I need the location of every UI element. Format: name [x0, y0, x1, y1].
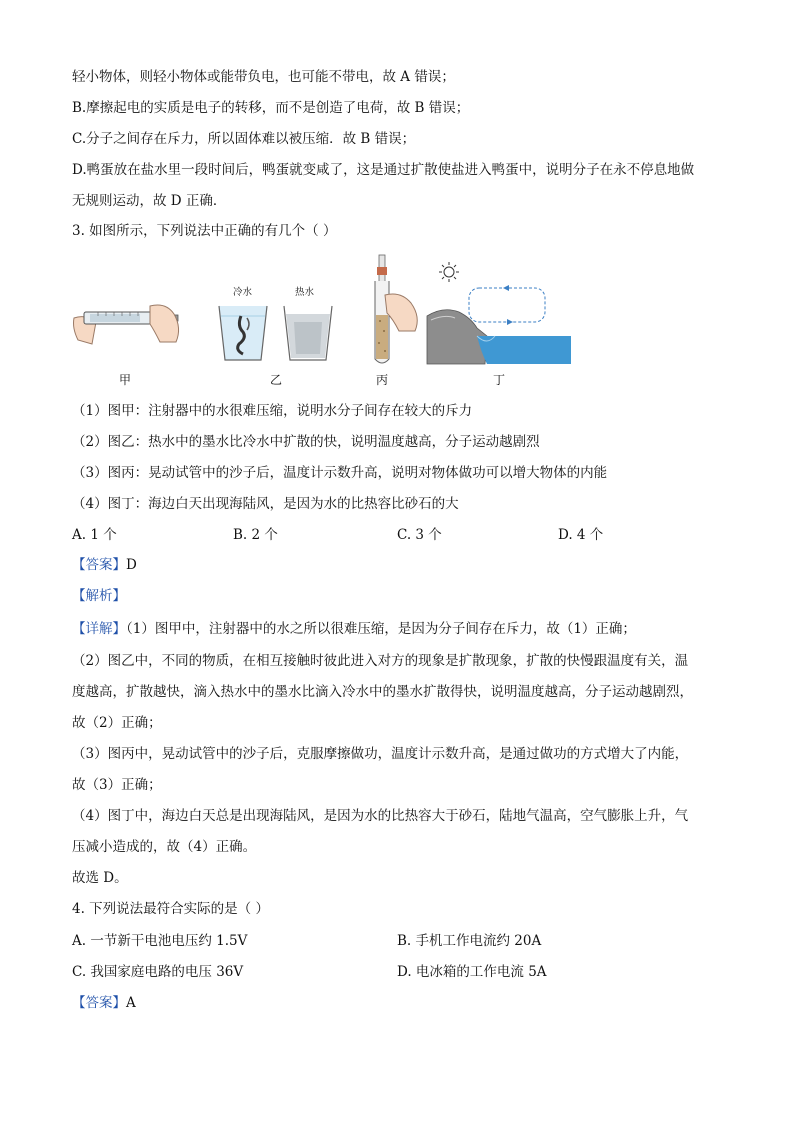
answer-value: A: [126, 995, 136, 1011]
option-c: C. 3 个: [397, 527, 442, 543]
option-b: B. 手机工作电流约 20A: [397, 933, 542, 949]
text-line: 无规则运动，故 D 正确．: [72, 193, 227, 209]
answer-value: D: [126, 557, 137, 573]
detail-text: （1）图甲中，注射器中的水之所以很难压缩，是因为分子间存在斥力，故（1）正确；: [126, 621, 636, 637]
answer-line: [72, 993, 136, 1013]
question-4-stem: 4. 下列说法最符合实际的是（ ）: [72, 901, 269, 917]
analysis-line: [72, 586, 126, 606]
answer-line: [72, 555, 137, 575]
detail-text: 度越高，扩散越快，滴入热水中的墨水比滴入冷水中的墨水扩散得快，说明温度越高，分子运动越剧烈，: [72, 684, 693, 700]
cold-water-beaker: [217, 302, 269, 362]
text-line: B.摩擦起电的实质是电子的转移，而不是创造了电荷，故 B 错误；: [72, 100, 470, 116]
option-c: C. 我国家庭电路的电压 36V: [72, 964, 244, 980]
option-a: A. 一节新干电池电压约 1.5V: [72, 933, 248, 949]
detail-text: 故（3）正确；: [72, 777, 162, 793]
figure-caption: 丁: [493, 373, 506, 387]
detail-tag: 【详解】: [72, 621, 126, 637]
hot-water-label: 热水: [295, 287, 315, 298]
test-tube-thermometer: [365, 255, 425, 367]
detail-text: （3）图丙中，晃动试管中的沙子后，克服摩擦做功，温度计示数升高，是通过做功的方式增大了内能，: [72, 746, 689, 762]
answer-tag: 【答案】: [72, 995, 126, 1011]
option-d: D. 电冰箱的工作电流 5A: [397, 964, 547, 980]
question-3-stem: 3. 如图所示，下列说法中正确的有几个（ ）: [72, 223, 337, 239]
text-line: D.鸭蛋放在盐水里一段时间后，鸭蛋就变咸了，这是通过扩散使盐进入鸭蛋中，说明分子在永不停息地做: [72, 162, 695, 178]
sun-icon: [439, 262, 459, 282]
statement-1: （1）图甲：注射器中的水很难压缩，说明水分子间存在较大的斥力: [72, 403, 473, 419]
detail-text: 压减小造成的，故（4）正确。: [72, 839, 257, 855]
detail-line: [72, 619, 636, 639]
statement-4: （4）图丁：海边白天出现海陆风，是因为水的比热容比砂石的大: [72, 496, 459, 512]
sea-breeze-diagram: [425, 262, 575, 366]
text-line: C.分子之间存在斥力，所以固体难以被压缩．故 B 错误；: [72, 131, 416, 147]
detail-text: （2）图乙中，不同的物质，在相互接触时彼此进入对方的现象是扩散现象，扩散的快慢跟温度有关，温: [72, 653, 689, 669]
figure-caption: 丙: [376, 373, 389, 387]
option-d: D. 4 个: [558, 527, 604, 543]
analysis-tag: 【解析】: [72, 588, 126, 604]
statement-3: （3）图丙：晃动试管中的沙子后，温度计示数升高，说明对物体做功可以增大物体的内能: [72, 465, 608, 481]
cold-water-label: 冷水: [233, 287, 253, 298]
figure-caption: 甲: [119, 373, 132, 387]
option-a: A. 1 个: [72, 527, 117, 543]
option-b: B. 2 个: [233, 527, 278, 543]
hot-water-beaker: [282, 302, 334, 362]
conclusion: 故选 D。: [72, 870, 128, 886]
detail-text: 故（2）正确；: [72, 715, 162, 731]
answer-tag: 【答案】: [72, 557, 126, 573]
syringe-illustration: [70, 298, 190, 358]
figure-caption: 乙: [270, 373, 283, 387]
text-line: 轻小物体，则轻小物体或能带负电，也可能不带电，故 A 错误；: [72, 69, 455, 85]
statement-2: （2）图乙：热水中的墨水比冷水中扩散的快，说明温度越高，分子运动越剧烈: [72, 434, 540, 450]
detail-text: （4）图丁中，海边白天总是出现海陆风，是因为水的比热容大于砂石，陆地气温高，空气膨胀上升，气: [72, 808, 689, 824]
